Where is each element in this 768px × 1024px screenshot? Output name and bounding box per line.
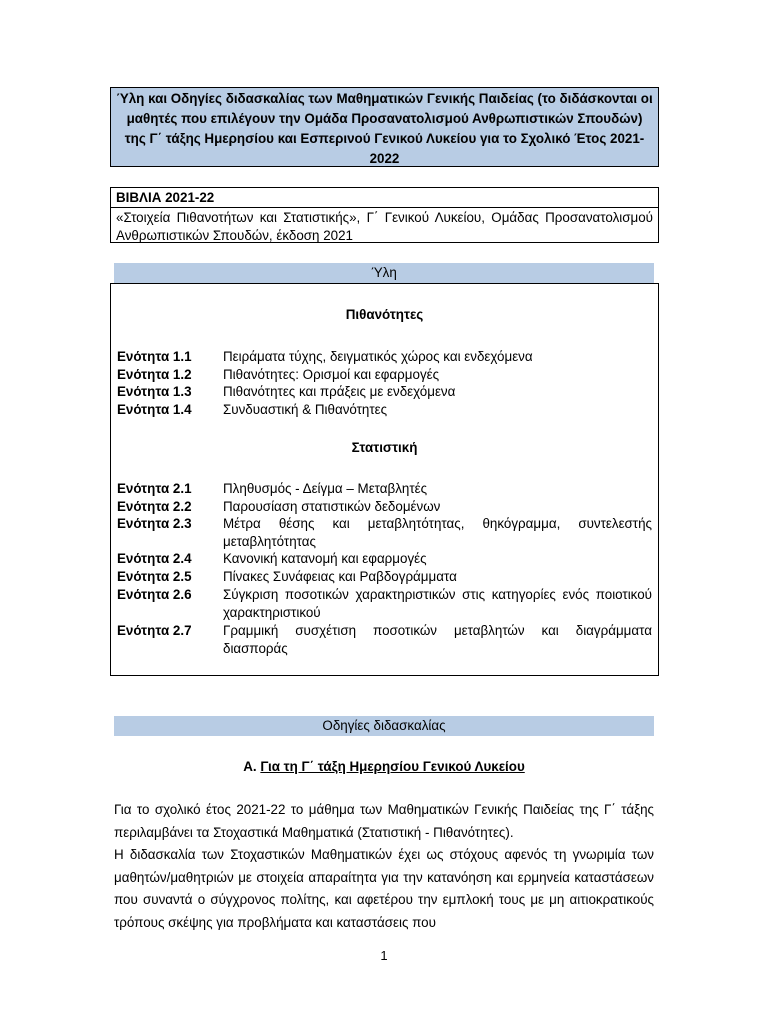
syllabus-bar-label: Ύλη [371, 265, 397, 280]
unit-row-2-1 [117, 480, 652, 498]
books-description: «Στοιχεία Πιθανοτήτων και Στατιστικής», Γ΄ Γενικού Λυκείου, Ομάδας Προσανατολισμού Ανθρωπιστικών Σπουδών, έκδοση 2021 [116, 210, 653, 243]
unit-text: Κανονική κατανομή και εφαρμογές [223, 551, 427, 566]
books-heading: ΒΙΒΛΙΑ 2021-22 [111, 188, 658, 208]
unit-label: Ενότητα 2.6 [117, 587, 192, 602]
unit-row-1-3 [117, 383, 652, 401]
instructions-bar [114, 716, 654, 736]
instructions-paragraph-1: Για το σχολικό έτος 2021-22 το μάθημα των Μαθηματικών Γενικής Παιδείας της Γ΄ τάξης περιλαμβάνει τα Στοχαστικά Μαθηματικά (Στατιστική - Πιθανότητες). [114, 802, 654, 840]
section-a-title: Για τη Γ΄ τάξη Ημερησίου Γενικού Λυκείου [260, 759, 525, 774]
unit-label: Ενότητα 2.4 [117, 551, 192, 566]
instructions-body [114, 799, 654, 935]
unit-label: Ενότητα 2.7 [117, 623, 192, 638]
unit-text: Πιθανότητες και πράξεις με ενδεχόμενα [223, 384, 456, 399]
unit-label: Ενότητα 2.5 [117, 569, 192, 584]
unit-text: Πιθανότητες: Ορισμοί και εφαρμογές [223, 366, 440, 382]
unit-label: Ενότητα 2.1 [117, 481, 192, 496]
unit-row-1-4 [117, 401, 652, 419]
unit-text: Συνδυαστική & Πιθανότητες [223, 401, 388, 417]
books-table [110, 187, 659, 243]
probability-heading: Πιθανότητες [345, 307, 424, 322]
unit-text: Παρουσίαση στατιστικών δεδομένων [223, 498, 441, 514]
unit-text: Σύγκριση ποσοτικών χαρακτηριστικών στις κατηγορίες ενός ποιοτικού χαρακτηριστικού [223, 587, 652, 620]
unit-label: Ενότητα 1.3 [117, 384, 192, 399]
unit-label: Ενότητα 2.2 [117, 498, 192, 514]
instructions-paragraph-2: Η διδασκαλία των Στοχαστικών Μαθηματικών έχει ως στόχους αφενός τη γνωριμία των μαθητών/μαθητριών με στοιχεία απαραίτητα για την κατανόηση και ερμηνεία καταστάσεων που συναντά ο σύγχρονος πολίτης, και αφετέρου την εμπλοκή τους με μη αιτιοκρατικούς τρόπους σκέψης για προβλήματα και καταστάσεις που [114, 847, 654, 930]
unit-row-2-6 [117, 586, 652, 621]
unit-text: Πειράματα τύχης, δειγματικός χώρος και ενδεχόμενα [223, 349, 533, 364]
unit-label: Ενότητα 1.2 [117, 366, 192, 382]
unit-row-1-2 [117, 366, 652, 384]
unit-row-2-4 [117, 550, 652, 568]
unit-row-2-7 [117, 622, 652, 657]
unit-label: Ενότητα 2.3 [117, 516, 192, 531]
unit-text: Μέτρα θέσης και μεταβλητότητας, θηκόγραμμα, συντελεστής μεταβλητότητας [223, 516, 652, 549]
document-title: Ύλη και Οδηγίες διδασκαλίας των Μαθηματικών Γενικής Παιδείας (το διδάσκονται οι μαθητές που επιλέγουν την Ομάδα Προσανατολισμού Ανθρωπιστικών Σπουδών) της Γ΄ τάξης Ημερησίου και Εσπερινού Γενικού Λυκείου για το Σχολικό Έτος 2021-2022 [116, 91, 653, 166]
unit-row-2-3 [117, 515, 652, 550]
unit-label: Ενότητα 1.4 [117, 401, 192, 417]
section-a-heading [0, 759, 768, 774]
document-title-box [110, 87, 659, 167]
section-a-prefix: Α. [243, 759, 257, 774]
syllabus-content-box [110, 283, 659, 676]
unit-text: Πληθυσμός - Δείγμα – Μεταβλητές [223, 481, 428, 496]
page-number: 1 [380, 948, 388, 963]
unit-label: Ενότητα 1.1 [117, 349, 192, 364]
syllabus-bar [114, 263, 654, 283]
unit-row-1-1 [117, 348, 652, 366]
unit-row-2-2 [117, 498, 652, 516]
statistics-heading: Στατιστική [351, 440, 418, 455]
instructions-bar-label: Οδηγίες διδασκαλίας [322, 718, 446, 733]
unit-text: Πίνακες Συνάφειας και Ραβδογράμματα [223, 569, 457, 584]
unit-text: Γραμμική συσχέτιση ποσοτικών μεταβλητών και διαγράμματα διασποράς [223, 623, 652, 656]
unit-row-2-5 [117, 568, 652, 586]
